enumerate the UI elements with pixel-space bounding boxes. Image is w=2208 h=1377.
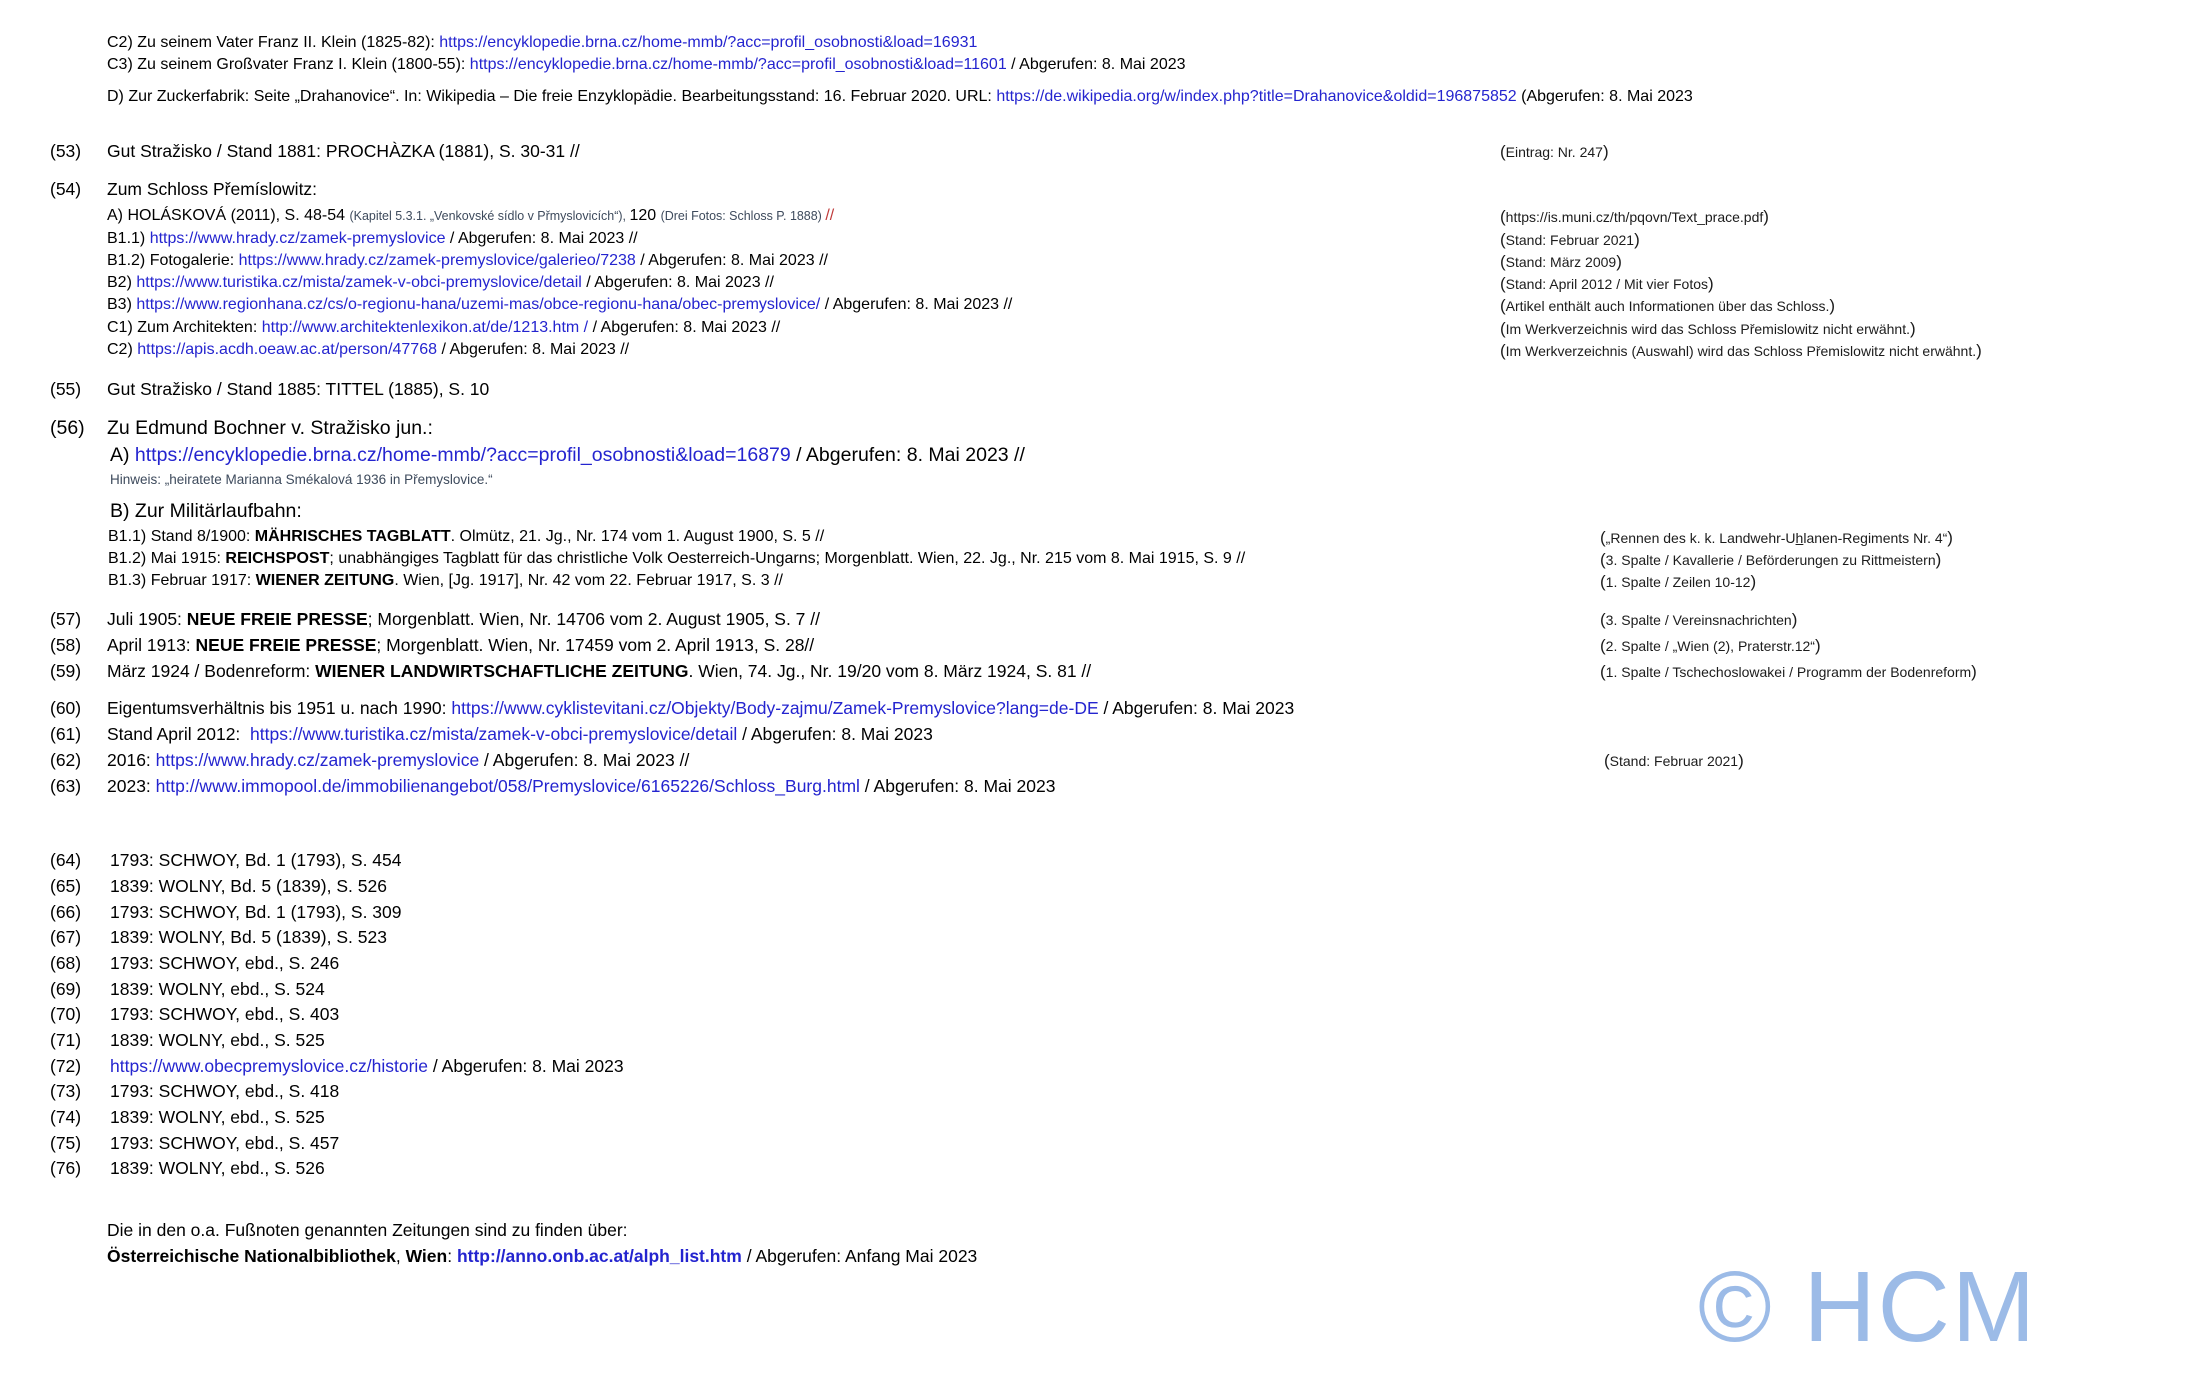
footnote-number: (59) (50, 661, 82, 681)
text-run: Stand: Februar 2021 (1609, 753, 1739, 769)
footnote-number: (72) (50, 1056, 82, 1076)
link[interactable]: http://www.architektenlexikon.at/de/1213.htm / (261, 319, 589, 336)
link[interactable]: https://www.obecpremyslovice.cz/historie (110, 1056, 429, 1076)
footnote-number: (71) (50, 1030, 82, 1050)
line-content (107, 609, 820, 630)
text-run: ( (1500, 274, 1506, 293)
text-run: / Abgerufen: 8. Mai 2023 (859, 776, 1056, 796)
footnote-number: (68) (50, 953, 82, 973)
text-run: 1793: SCHWOY, ebd., S. 403 (110, 1004, 340, 1024)
text-run: 1793: SCHWOY, ebd., S. 246 (110, 953, 340, 973)
text-run: NEUE FREIE PRESSE (195, 635, 377, 655)
text-run: April 1913: (107, 635, 196, 655)
line-content (107, 274, 774, 292)
text-run: ( (1600, 610, 1606, 629)
text-run: / Abgerufen: 8. Mai 2023 (428, 1056, 624, 1076)
line-content (110, 979, 325, 1000)
line-content (107, 698, 1294, 719)
text-run: Stand: Februar 2021 (1505, 232, 1635, 248)
line-content (107, 661, 1091, 682)
footnote-number: (60) (50, 698, 82, 718)
text-run: 1839: WOLNY, ebd., S. 526 (110, 1158, 325, 1178)
text-run: / Abgerufen: 8. Mai 2023 // (445, 230, 638, 247)
text-run: ) (1935, 550, 1942, 569)
link[interactable]: https://www.turistika.cz/mista/zamek-v-obci-premyslovice/detail (136, 274, 582, 291)
text-run: REICHSPOST (225, 550, 330, 567)
text-run: ; Morgenblatt. Wien, Nr. 14706 vom 2. August 1905, S. 7 // (367, 609, 821, 629)
footnote-number: (64) (50, 850, 82, 870)
text-run: ) (1829, 296, 1836, 315)
text-run: B1.2) Fotogalerie: (107, 252, 239, 269)
line-content (108, 550, 1245, 568)
line-content (107, 724, 933, 745)
text-run: 2023: (107, 776, 156, 796)
text-run: ; unabhängiges Tagblatt für das christliche Volk Oesterreich-Ungarns; Morgenblatt. Wien, 22. Jg., Nr. 215 vom 8. Mai 1915, S. 9 // (329, 550, 1246, 567)
line-content (107, 252, 828, 270)
annotation (1500, 230, 1640, 250)
line-content (107, 1246, 977, 1267)
text-run: Die in den o.a. Fußnoten genannten Zeitungen sind zu finden über: (107, 1220, 628, 1240)
text-run: Eigentumsverhältnis bis 1951 u. nach 1990: (107, 698, 452, 718)
line-content (110, 953, 339, 974)
line-content (107, 379, 489, 400)
line-content (107, 776, 1055, 797)
text-run: C2) Zu seinem Vater Franz II. Klein (1825-82): (107, 34, 440, 51)
text-run: März 1924 / Bodenreform: (107, 661, 316, 681)
text-run: 1793: SCHWOY, ebd., S. 457 (110, 1133, 340, 1153)
link[interactable]: http://www.immopool.de/immobilienangebot/058/Premyslovice/6165226/Schloss_Burg.html (155, 776, 860, 796)
footnote-number: (62) (50, 750, 82, 770)
text-run: ) (1791, 610, 1798, 629)
footnote-number: (70) (50, 1004, 82, 1024)
text-run: ; Morgenblatt. Wien, Nr. 17459 vom 2. April 1913, S. 28// (376, 635, 815, 655)
annotation (1500, 341, 1982, 361)
annotation (1500, 296, 1835, 316)
text-run: 1793: SCHWOY, Bd. 1 (1793), S. 454 (110, 850, 402, 870)
text-run: Im Werkverzeichnis wird das Schloss Přemislowitz nicht erwähnt. (1505, 321, 1910, 337)
line-content (110, 927, 387, 948)
text-run: A) (110, 444, 135, 466)
line-content (110, 1107, 325, 1128)
text-run: 1839: WOLNY, Bd. 5 (1839), S. 526 (110, 876, 387, 896)
link[interactable]: https://encyklopedie.brna.cz/home-mmb/?acc=profil_osobnosti&load=11601 (469, 56, 1007, 73)
link[interactable]: https://is.muni.cz/th/pqovn/Text_prace.pdf (1505, 209, 1764, 225)
text-run: ) (1708, 274, 1714, 293)
text-run: ) (1602, 142, 1609, 161)
text-run: WIENER LANDWIRTSCHAFTLICHE ZEITUNG (315, 661, 689, 681)
line-content (110, 876, 387, 897)
text-run: 120 (629, 207, 661, 224)
annotation (1600, 528, 1953, 548)
text-run: ( (1600, 662, 1606, 681)
line-content (108, 528, 824, 546)
text-run: Gut Stražisko / Stand 1881: PROCHÀZKA (1881), S. 30-31 // (107, 141, 580, 161)
annotation (1604, 750, 1744, 771)
text-run: 1839: WOLNY, Bd. 5 (1839), S. 523 (110, 927, 387, 947)
link[interactable]: https://apis.acdh.oeaw.ac.at/person/47768 (137, 341, 437, 358)
text-run: Eintrag: Nr. 247 (1505, 144, 1603, 160)
text-run: // (825, 207, 835, 224)
footnote-number: (67) (50, 927, 82, 947)
annotation (1500, 252, 1622, 272)
annotation (1600, 635, 1821, 656)
text-run: / Abgerufen: 8. Mai 2023 // (479, 750, 690, 770)
text-run: ( (1500, 142, 1506, 161)
footnote-number: (65) (50, 876, 82, 896)
line-content (107, 141, 580, 162)
text-run: Stand April 2012: (107, 724, 251, 744)
text-run: D) Zur Zuckerfabrik: Seite „Drahanovice“. In: Wikipedia – Die freie Enzyklopädie. Bearbeitungsstand: 16. Februar 2020. URL: (107, 88, 997, 105)
line-content (110, 902, 402, 923)
footnote-number: (61) (50, 724, 82, 744)
footnote-number: (66) (50, 902, 82, 922)
text-run: ) (1976, 341, 1982, 360)
line-content (107, 56, 1186, 74)
text-run: ( (1600, 636, 1606, 655)
link[interactable]: http://anno.onb.ac.at/alph_list.htm (456, 1246, 742, 1266)
footnote-number: (58) (50, 635, 82, 655)
line-content (110, 850, 402, 871)
line-content (110, 500, 302, 523)
text-run: 1. Spalte / Zeilen 10-12 (1605, 574, 1751, 590)
text-run: ( (1500, 296, 1506, 315)
footnote-number: (55) (50, 379, 82, 399)
text-run: ) (1947, 528, 1953, 547)
link[interactable]: https://www.hrady.cz/zamek-premyslovice (155, 750, 480, 770)
footnote-number: (69) (50, 979, 82, 999)
text-run: MÄHRISCHES TAGBLATT (254, 528, 451, 545)
line-content (110, 472, 493, 487)
hcm-copyright-watermark: © HCM (1698, 1251, 2038, 1363)
link[interactable]: https://www.cyklistevitani.cz/Objekty/Body-zajmu/Zamek-Premyslovice?lang=de-DE (451, 698, 1099, 718)
line-content (107, 179, 317, 200)
text-run: 1839: WOLNY, ebd., S. 524 (110, 979, 325, 999)
text-run: / Abgerufen: 8. Mai 2023 (1006, 56, 1186, 73)
line-content (107, 296, 1012, 314)
text-run: 1793: SCHWOY, Bd. 1 (1793), S. 309 (110, 902, 402, 922)
text-run: / Abgerufen: 8. Mai 2023 (1098, 698, 1295, 718)
link[interactable]: https://www.regionhana.cz/cs/o-regionu-hana/uzemi-mas/obce-regionu-hana/obec-premyslovice/ (136, 296, 821, 313)
text-run: / Abgerufen: 8. Mai 2023 (737, 724, 933, 744)
text-run: ( (1600, 528, 1606, 547)
link[interactable]: https://www.hrady.cz/zamek-premyslovice (149, 230, 446, 247)
text-run: Juli 1905: (107, 609, 187, 629)
line-content (110, 1158, 325, 1179)
text-run: 3. Spalte / Vereinsnachrichten (1605, 612, 1792, 628)
text-run: Gut Stražisko / Stand 1885: TITTEL (1885), S. 10 (107, 379, 490, 399)
text-run: 1839: WOLNY, ebd., S. 525 (110, 1030, 325, 1050)
line-content (107, 88, 1693, 106)
text-run: 2016: (107, 750, 156, 770)
footnote-number: (75) (50, 1133, 82, 1153)
link[interactable]: https://de.wikipedia.org/w/index.php?title=Drahanovice&oldid=196875852 (996, 88, 1517, 105)
text-run: B1.2) Mai 1915: (108, 550, 226, 567)
annotation (1500, 141, 1609, 162)
text-run: C3) Zu seinem Großvater Franz I. Klein (1800-55): (107, 56, 470, 73)
text-run: ) (1763, 207, 1769, 226)
text-run: B1.1) (107, 230, 150, 247)
footnote-number: (74) (50, 1107, 82, 1127)
footnote-number: (63) (50, 776, 82, 796)
text-run: Stand: März 2009 (1505, 254, 1617, 270)
text-run: ( (1500, 230, 1506, 249)
text-run: Artikel enthält auch Informationen über das Schloss. (1505, 298, 1830, 314)
text-run: (Abgerufen: 8. Mai 2023 (1516, 88, 1693, 105)
text-run: B3) (107, 296, 137, 313)
line-content (110, 1030, 325, 1051)
text-run: NEUE FREIE PRESSE (186, 609, 368, 629)
text-run: / Abgerufen: 8. Mai 2023 // (437, 341, 630, 358)
text-run: ( (1500, 252, 1506, 271)
text-run: Österreichische Nationalbibliothek (107, 1246, 396, 1266)
annotation (1600, 661, 1977, 682)
text-run: ( (1500, 319, 1506, 338)
line-content (110, 1056, 624, 1077)
text-run: lanen-Regiments Nr. 4“ (1803, 530, 1948, 546)
text-run: / Abgerufen: 8. Mai 2023 // (790, 444, 1025, 466)
link[interactable]: https://www.turistika.cz/mista/zamek-v-obci-premyslovice/detail (250, 724, 738, 744)
text-run: Im Werkverzeichnis (Auswahl) wird das Schloss Přemislowitz nicht erwähnt. (1505, 343, 1977, 359)
text-run: . Wien, 74. Jg., Nr. 19/20 vom 8. März 1924, S. 81 // (688, 661, 1092, 681)
text-run: / Abgerufen: 8. Mai 2023 // (581, 274, 774, 291)
text-run: : (447, 1246, 457, 1266)
text-run: Hinweis: „heiratete Marianna Smékalová 1936 in Přemyslovice.“ (110, 472, 493, 487)
text-run: 3. Spalte / Kavallerie / Beförderungen zu Rittmeistern (1605, 552, 1936, 568)
text-run: „Rennen des k. k. Landwehr-U (1605, 530, 1796, 546)
text-run: B1.3) Februar 1917: (108, 572, 256, 589)
text-run: Zum Schloss Přemíslowitz: (107, 179, 318, 199)
text-run: B2) (107, 274, 137, 291)
text-run: . Olmütz, 21. Jg., Nr. 174 vom 1. August 1900, S. 5 // (450, 528, 825, 545)
link[interactable]: https://encyklopedie.brna.cz/home-mmb/?acc=profil_osobnosti&load=16879 (134, 444, 791, 466)
text-run: ) (1971, 662, 1977, 681)
text-run: ( (1500, 207, 1506, 226)
text-run: h (1795, 530, 1804, 546)
text-run: ) (1738, 751, 1744, 770)
text-run: / Abgerufen: Anfang Mai 2023 (741, 1246, 978, 1266)
text-run: 1793: SCHWOY, ebd., S. 418 (110, 1081, 340, 1101)
text-run: / Abgerufen: 8. Mai 2023 // (820, 296, 1013, 313)
text-run: ) (1634, 230, 1640, 249)
text-run: (Drei Fotos: Schloss P. 1888) (660, 209, 826, 223)
text-run: ) (1909, 319, 1916, 338)
link[interactable]: https://encyklopedie.brna.cz/home-mmb/?acc=profil_osobnosti&load=16931 (439, 34, 978, 51)
footnote-number: (53) (50, 141, 82, 161)
annotation (1600, 609, 1797, 630)
line-content (107, 341, 629, 359)
text-run: 1. Spalte / Tschechoslowakei / Programm der Bodenreform (1605, 664, 1972, 680)
line-content (110, 444, 1025, 467)
annotation (1600, 550, 1941, 570)
line-content (108, 572, 783, 590)
text-run: ) (1750, 572, 1757, 591)
text-run: C2) (107, 341, 138, 358)
footnote-number: (76) (50, 1158, 82, 1178)
footnote-number: (56) (50, 417, 85, 439)
footnote-number: (73) (50, 1081, 82, 1101)
annotation (1500, 207, 1769, 227)
text-run: ) (1814, 636, 1821, 655)
line-content (110, 1133, 339, 1154)
line-content (107, 1220, 628, 1241)
text-run: 2. Spalte / „Wien (2), Praterstr.12“ (1605, 638, 1815, 654)
text-run: ( (1600, 572, 1606, 591)
line-content (107, 207, 834, 225)
line-content (110, 1081, 339, 1102)
annotation (1600, 572, 1756, 592)
footnote-number: (54) (50, 179, 82, 199)
line-content (107, 319, 780, 337)
line-content (110, 1004, 339, 1025)
text-run: ( (1600, 550, 1606, 569)
text-run: B) Zur Militärlaufbahn: (110, 500, 302, 522)
line-content (107, 230, 638, 248)
text-run: / Abgerufen: 8. Mai 2023 // (588, 319, 781, 336)
text-run: . Wien, [Jg. 1917], Nr. 42 vom 22. Februar 1917, S. 3 // (394, 572, 783, 589)
text-run: C1) Zum Architekten: (107, 319, 262, 336)
annotation (1500, 319, 1916, 339)
link[interactable]: https://www.hrady.cz/zamek-premyslovice/galerieo/7238 (238, 252, 636, 269)
text-run: WIENER ZEITUNG (255, 572, 395, 589)
text-run: / Abgerufen: 8. Mai 2023 // (635, 252, 828, 269)
text-run: Stand: April 2012 / Mit vier Fotos (1505, 276, 1708, 292)
footnote-number: (57) (50, 609, 82, 629)
line-content (107, 750, 689, 771)
text-run: ( (1500, 341, 1506, 360)
line-content (107, 635, 814, 656)
text-run: 1839: WOLNY, ebd., S. 525 (110, 1107, 325, 1127)
text-run: B1.1) Stand 8/1900: (108, 528, 255, 545)
text-run: A) HOLÁSKOVÁ (2011), S. 48-54 (107, 207, 350, 224)
text-run: ( (1604, 751, 1610, 770)
text-run: , (395, 1246, 406, 1266)
line-content (107, 34, 977, 52)
annotation (1500, 274, 1714, 294)
text-run: ) (1616, 252, 1622, 271)
text-run: Zu Edmund Bochner v. Stražisko jun.: (107, 417, 433, 439)
text-run: (Kapitel 5.3.1. „Venkovské sídlo v Přmyslovicích“), (349, 209, 630, 223)
text-run: Wien (405, 1246, 448, 1266)
line-content (107, 417, 433, 440)
